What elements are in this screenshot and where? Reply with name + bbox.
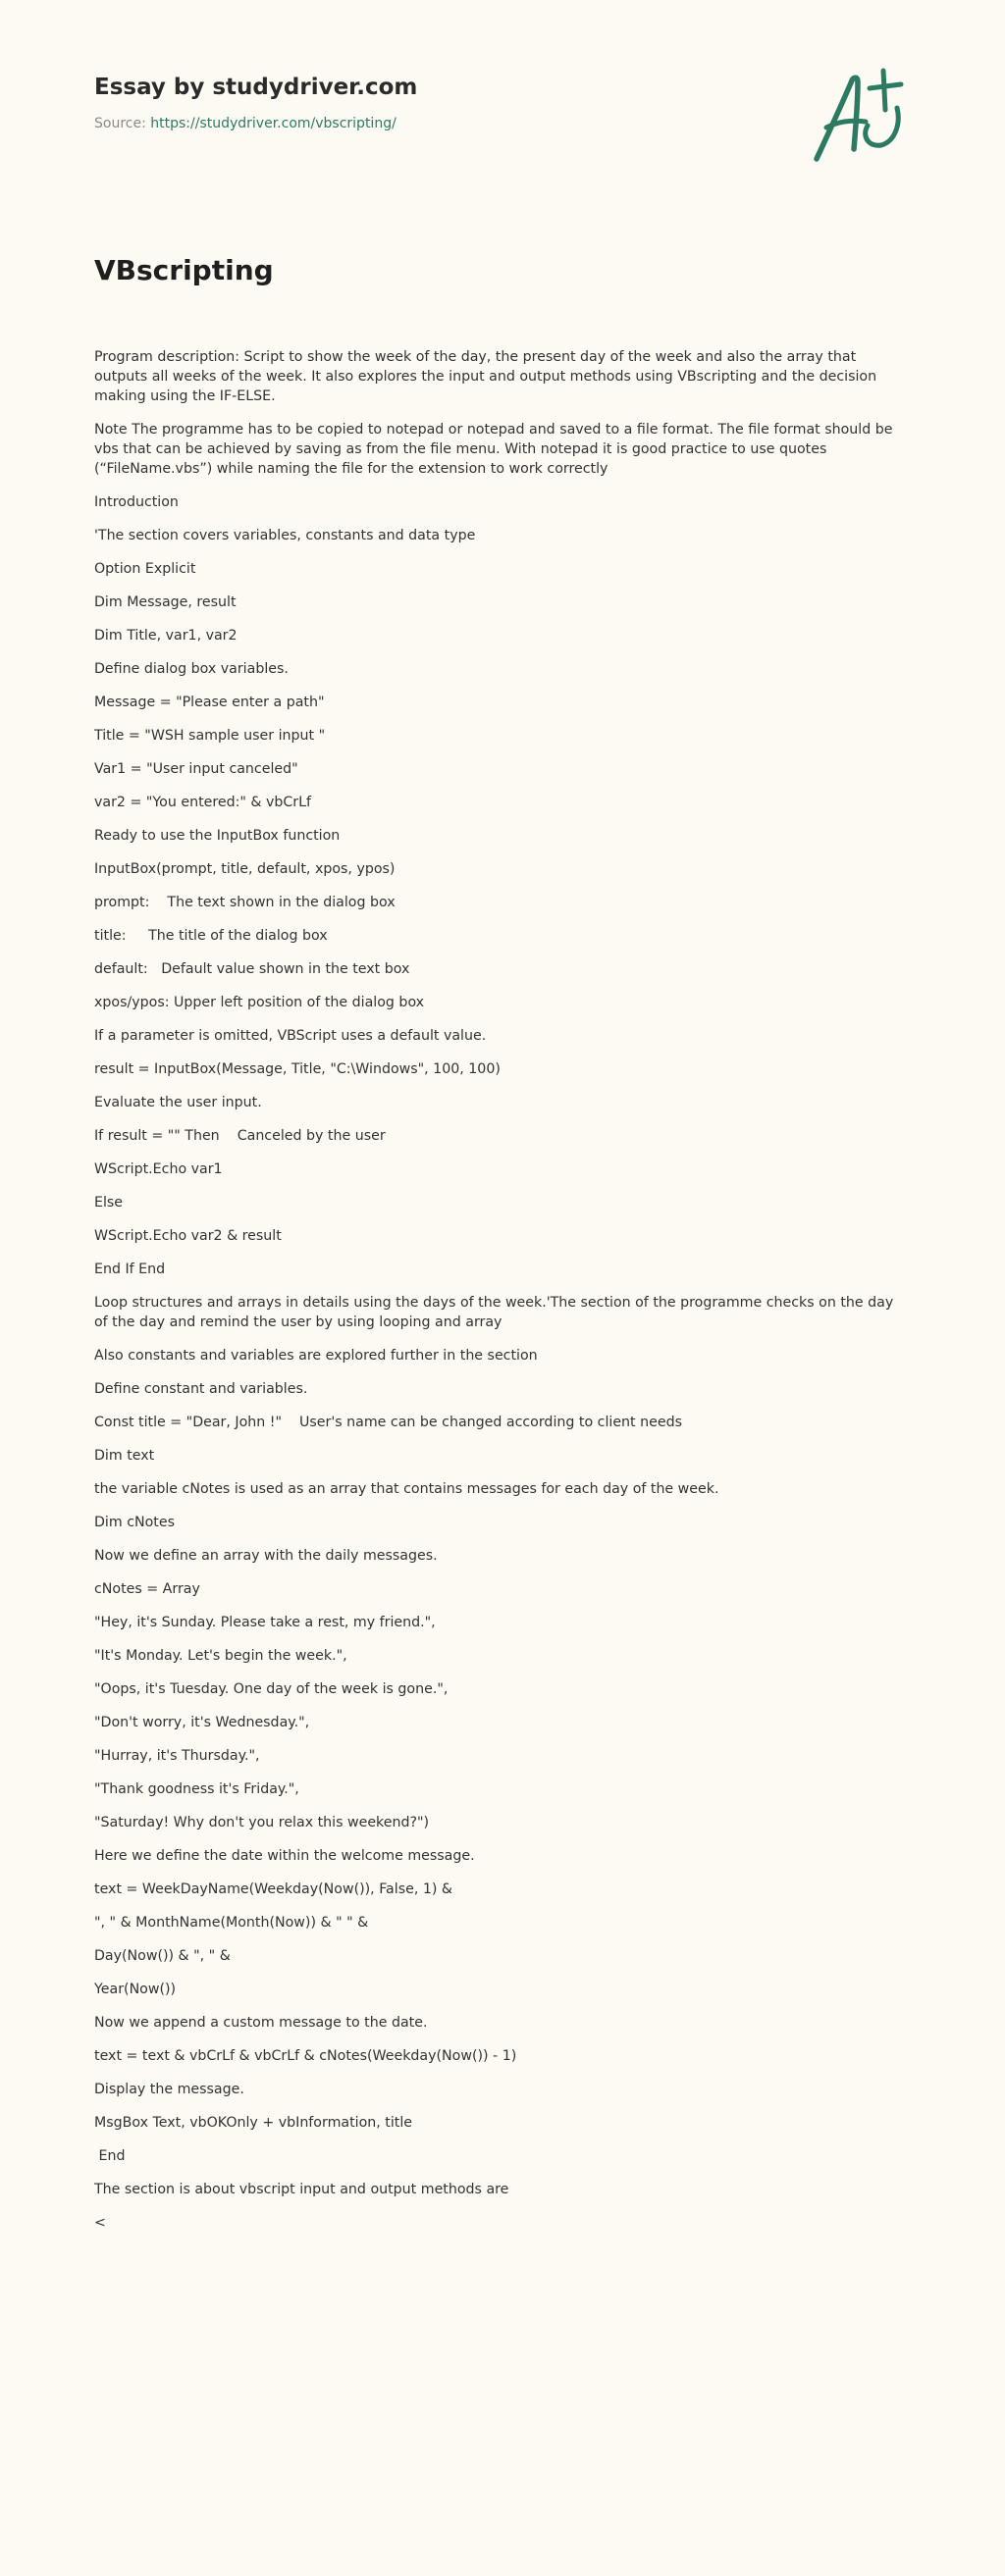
body-paragraph: Var1 = "User input canceled"	[94, 761, 298, 777]
body-paragraph: Evaluate the user input.	[94, 1095, 262, 1110]
body-paragraph: Also constants and variables are explored further in the section	[94, 1348, 538, 1364]
body-paragraph: WScript.Echo var2 & result	[94, 1228, 282, 1244]
body-paragraph: <	[94, 2215, 106, 2231]
body-paragraph: xpos/ypos: Upper left position of the dialog box	[94, 995, 425, 1010]
body-paragraph: InputBox(prompt, title, default, xpos, ypos)	[94, 861, 396, 877]
source-line	[94, 114, 909, 133]
body-paragraph: Dim Message, result	[94, 594, 237, 610]
body-paragraph: "Oops, it's Tuesday. One day of the week is gone.",	[94, 1681, 449, 1697]
body-paragraph: "Hey, it's Sunday. Please take a rest, my friend.",	[94, 1615, 436, 1630]
source-label: Source:	[94, 116, 151, 131]
body-paragraph: Message = "Please enter a path"	[94, 695, 325, 710]
body-paragraph: Day(Now()) & ", " &	[94, 1948, 231, 1964]
source-link[interactable]: https://studydriver.com/vbscripting/	[150, 116, 397, 131]
body-paragraph: "It's Monday. Let's begin the week.",	[94, 1648, 347, 1664]
body-paragraph: The section is about vbscript input and output methods are	[94, 2182, 509, 2197]
a-plus-logo-icon	[807, 65, 915, 173]
body-paragraph: text = WeekDayName(Weekday(Now()), False, 1) &	[94, 1881, 452, 1897]
body-paragraph: "Thank goodness it's Friday.",	[94, 1781, 299, 1797]
body-paragraph: var2 = "You entered:" & vbCrLf	[94, 795, 312, 810]
body-paragraph: Const title = "Dear, John !" User's name can be changed according to client needs	[94, 1415, 682, 1430]
body-paragraph: MsgBox Text, vbOKOnly + vbInformation, title	[94, 2115, 413, 2131]
body-paragraph: Here we define the date within the welcome message.	[94, 1848, 475, 1864]
body-paragraph: Define constant and variables.	[94, 1381, 308, 1397]
body-paragraph: Dim cNotes	[94, 1515, 175, 1530]
document-title: VBscripting	[94, 254, 274, 286]
body-paragraph: result = InputBox(Message, Title, "C:\Windows", 100, 100)	[94, 1061, 501, 1077]
body-paragraph: title: The title of the dialog box	[94, 928, 328, 944]
body-paragraph: "Don't worry, it's Wednesday.",	[94, 1715, 310, 1730]
body-paragraph: "Saturday! Why don't you relax this weekend?")	[94, 1815, 430, 1830]
body-paragraph: Now we define an array with the daily messages.	[94, 1548, 438, 1564]
body-paragraph: If a parameter is omitted, VBScript uses a default value.	[94, 1028, 487, 1044]
body-paragraph: Program description: Script to show the week of the day, the present day of the week and also the array that outputs all weeks of the week. It also explores the input and output methods using VBscripting and the decision making using the IF-ELSE.	[94, 349, 881, 404]
document-body	[94, 347, 909, 2246]
body-paragraph: Define dialog box variables.	[94, 661, 289, 677]
body-paragraph: default: Default value shown in the text box	[94, 961, 410, 977]
body-paragraph: WScript.Echo var1	[94, 1161, 223, 1177]
body-paragraph: Dim Title, var1, var2	[94, 628, 238, 644]
body-paragraph: Year(Now())	[94, 1982, 177, 1997]
body-paragraph: Ready to use the InputBox function	[94, 828, 341, 844]
body-paragraph: 'The section covers variables, constants and data type	[94, 528, 476, 543]
body-paragraph: prompt: The text shown in the dialog box	[94, 895, 396, 910]
body-paragraph: ", " & MonthName(Month(Now)) & " " &	[94, 1915, 369, 1931]
body-paragraph: Introduction	[94, 494, 179, 510]
body-paragraph: "Hurray, it's Thursday.",	[94, 1748, 260, 1764]
body-paragraph: Note The programme has to be copied to notepad or notepad and saved to a file format. The file format should be vbs that can be achieved by saving as from the file menu. With notepad it is good practice to use quotes (“FileName.vbs”) while naming the file for the extension to work correctly	[94, 422, 897, 477]
body-paragraph: Title = "WSH sample user input "	[94, 728, 326, 744]
body-paragraph: the variable cNotes is used as an array that contains messages for each day of the week.	[94, 1481, 719, 1497]
body-paragraph: Dim text	[94, 1448, 155, 1464]
body-paragraph: End	[94, 2148, 126, 2164]
body-paragraph: Loop structures and arrays in details using the days of the week.'The section of the programme checks on the day of the day and remind the user by using looping and array	[94, 1295, 898, 1330]
body-paragraph: Else	[94, 1195, 124, 1211]
body-paragraph: Now we append a custom message to the date.	[94, 2015, 428, 2031]
body-paragraph: End If End	[94, 1262, 166, 1277]
body-paragraph: Option Explicit	[94, 561, 196, 577]
body-paragraph: cNotes = Array	[94, 1581, 200, 1597]
body-paragraph: If result = "" Then Canceled by the user	[94, 1128, 386, 1144]
body-paragraph: Display the message.	[94, 2082, 244, 2097]
body-paragraph: text = text & vbCrLf & vbCrLf & cNotes(Weekday(Now()) - 1)	[94, 2048, 517, 2064]
essay-header	[94, 73, 909, 171]
essay-source-title: Essay by studydriver.com	[94, 75, 418, 100]
